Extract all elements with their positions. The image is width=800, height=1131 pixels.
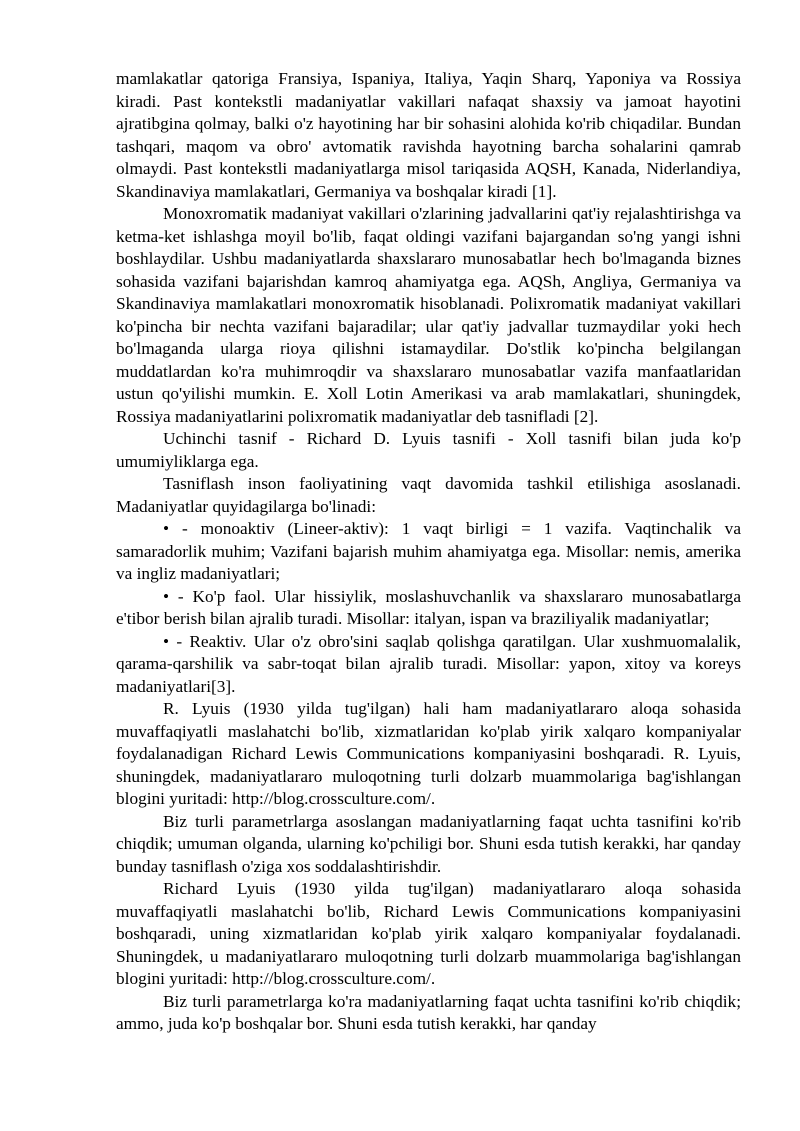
list-item-multiactive: • - Ko'p faol. Ular hissiylik, moslashuvchanlik va shaxslararo munosabatlarga e'tibor berish bilan ajralib turadi. Misollar: italyan, ispan va braziliyalik madaniyatlar; [116, 586, 741, 628]
paragraph-lewis-classification-intro: Uchinchi tasnif - Richard D. Lyuis tasnifi - Xoll tasnifi bilan juda ko'p umumiyliklarga ega. [116, 429, 741, 471]
paragraph-continuation-context-cultures: mamlakatlar qatoriga Fransiya, Ispaniya, Italiya, Yaqin Sharq, Yaponiya va Rossiya kiradi. Past kontekstli madaniyatlar vakillari nafaqat shaxsiy va jamoat hayotini ajratibgina qolmay, balki o'z hayotining har bir sohasini alohida ko'rib chiqadilar. Bundan tashqari, maqom va obro' avtomatik ravishda hayotning barcha sohalarini qamrab olmaydi. Past kontekstli madaniyatlarga misol tariqasida AQSH, Kanada, Niderlandiya, Skandinaviya mamlakatlari, Germaniya va boshqalar kiradi [1]. [116, 69, 741, 201]
paragraph-lewis-biography: R. Lyuis (1930 yilda tug'ilgan) hali ham madaniyatlararo aloqa sohasida muvaffaqiyatli maslahatchi bo'lib, xizmatlaridan ko'plab yirik xalqaro kompaniyalar foydalanadigan Richard Lewis Communications kompaniyasini boshqaradi. R. Lyuis, shuningdek, madaniyatlararo muloqotning turli dolzarb muammolariga bag'ishlangan blogini yuritadi: http://blog.crossculture.com/. [116, 699, 741, 808]
list-item-monoactive: • - monoaktiv (Lineer-aktiv): 1 vaqt birligi = 1 vazifa. Vaqtinchalik va samaradorlik muhim; Vazifani bajarish muhim ahamiyatga ega. Misollar: nemis, amerika va ingliz madaniyatlari; [116, 519, 741, 583]
list-item-reactive: • - Reaktiv. Ular o'z obro'sini saqlab qolishga qaratilgan. Ular xushmuomalalik, qarama-qarshilik va sabr-toqat bilan ajralib turadi. Misollar: yapon, xitoy va koreys madaniyatlari[3]. [116, 631, 741, 696]
document-page [116, 68, 741, 1036]
paragraph-classification-summary: Biz turli parametrlarga asoslangan madaniyatlarning faqat uchta tasnifini ko'rib chiqdik; umuman olganda, ularning ko'pchiligi bor. Shuni esda tutish kerakki, har qanday bunday tasniflash o'ziga xos soddalashtirishdir. [116, 811, 741, 876]
paragraph-classification-basis: Tasniflash inson faoliyatining vaqt davomida tashkil etilishiga asoslanadi. Madaniyatlar quyidagilarga bo'linadi: [116, 474, 741, 516]
paragraph-monochromatic-cultures: Monoxromatik madaniyat vakillari o'zlarining jadvallarini qat'iy rejalashtirishga va ketma-ket ishlashga moyil bo'lib, faqat oldingi vazifani bajargandan so'ng yangi ishni boshlaydilar. Ushbu madaniyatlarda shaxslararo munosabatlar hech bo'lmaganda biznes sohasida vazifani bajarishdan kamroq ahamiyatga ega. AQSh, Angliya, Germaniya va Skandinaviya mamlakatlari monoxromatik hisoblanadi. Polixromatik madaniyat vakillari ko'pincha bir nechta vazifani bajaradilar; ular qat'iy jadvallar tuzmaydilar yoki hech bo'lmaganda ularga rioya qilishni istamaydilar. Do'stlik ko'pincha belgilangan muddatlardan ko'ra muhimroqdir va shaxslararo munosabatlar vazifa manfaatlaridan ustun qo'yilishi mumkin. E. Xoll Lotin Amerikasi va arab mamlakatlari, shuningdek, Rossiya madaniyatlarini polixromatik madaniyatlar deb tasnifladi [2]. [116, 204, 741, 426]
paragraph-lewis-biography-repeat: Richard Lyuis (1930 yilda tug'ilgan) madaniyatlararo aloqa sohasida muvaffaqiyatli maslahatchi bo'lib, Richard Lewis Communications kompaniyasini boshqaradi, uning xizmatlaridan ko'plab yirik xalqaro kompaniyalar foydalanadi. Shuningdek, u madaniyatlararo muloqotning turli dolzarb muammolariga bag'ishlangan blogini yuritadi: http://blog.crossculture.com/. [116, 879, 741, 988]
paragraph-classification-summary-repeat: Biz turli parametrlarga ko'ra madaniyatlarning faqat uchta tasnifini ko'rib chiqdik; ammo, juda ko'p boshqalar bor. Shuni esda tutish kerakki, har qanday [116, 991, 741, 1033]
